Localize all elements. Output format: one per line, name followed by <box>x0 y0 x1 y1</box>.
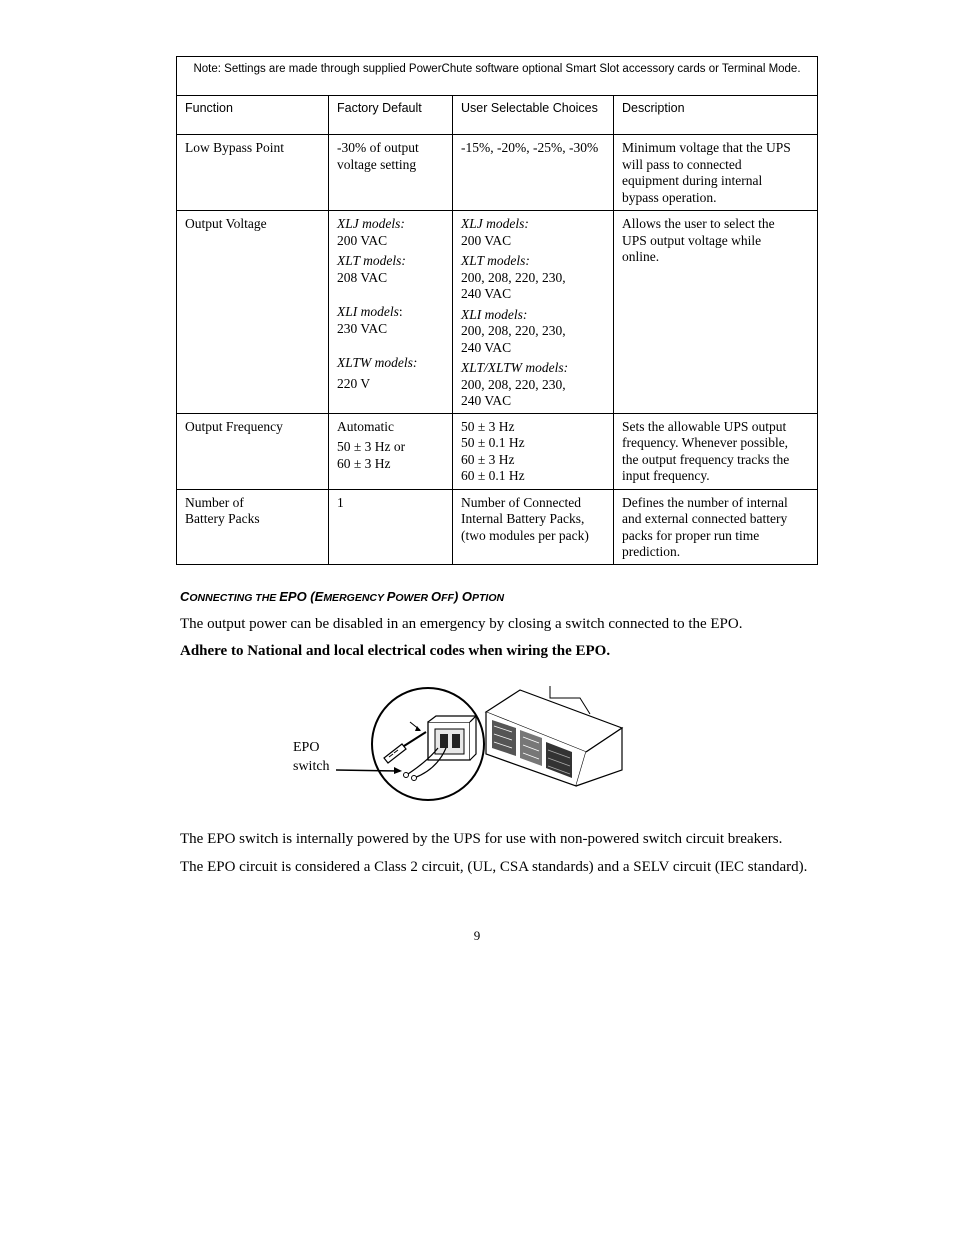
paragraph-epo-power: The EPO switch is internally powered by the UPS for use with non-powered switch circuit breakers. <box>180 831 783 847</box>
cell-text: Low Bypass Point <box>185 140 285 155</box>
cell-default <box>329 489 453 564</box>
cell-description <box>614 413 818 489</box>
cell-text: input frequency. <box>622 468 710 483</box>
model-value: 220 V <box>337 375 371 391</box>
cell-text: packs for proper run time <box>622 527 760 543</box>
epo-switch-label: EPO switch <box>293 740 330 774</box>
cell-text: and external connected battery <box>622 511 788 526</box>
cell-text: Number of Connected <box>461 494 581 510</box>
model-label: XLJ models: <box>337 216 405 231</box>
model-value: 200 VAC <box>337 232 388 248</box>
model-value: 230 VAC <box>337 320 388 336</box>
cell-text: Battery Packs <box>185 511 260 526</box>
cell-text: online. <box>622 249 660 264</box>
cell-function <box>177 489 329 564</box>
cell-text: 60 ± 0.1 Hz <box>461 468 525 483</box>
cell-choices <box>453 489 614 564</box>
model-label: XLJ models: <box>461 216 529 231</box>
cell-function <box>177 413 329 489</box>
cell-text: (two modules per pack) <box>461 527 589 543</box>
cell-text: voltage setting <box>337 156 417 172</box>
cell-text: 50 ± 3 Hz or <box>337 439 406 454</box>
cell-choices <box>453 135 614 211</box>
cell-text: 60 ± 3 Hz <box>461 451 515 467</box>
table-row <box>177 413 818 489</box>
cell-text: Output Voltage <box>185 216 267 231</box>
epo-connector-icon <box>372 688 484 800</box>
cell-text: Defines the number of internal <box>622 494 788 510</box>
cell-text: 50 ± 3 Hz <box>461 418 515 434</box>
model-label: XLT/XLTW models: <box>461 360 569 375</box>
cell-text: equipment during internal <box>622 173 763 188</box>
cell-text: 1 <box>337 494 344 510</box>
table-row <box>177 135 818 211</box>
paragraph-epo-class: The EPO circuit is considered a Class 2 circuit, (UL, CSA standards) and a SELV circuit (IEC standard). <box>180 859 808 875</box>
epo-wiring-figure <box>280 682 640 806</box>
model-label: XLT models: <box>461 253 530 268</box>
model-label: XLI models <box>337 304 399 319</box>
cell-text: Automatic <box>337 418 394 434</box>
table-note <box>177 57 818 96</box>
page-number: 9 <box>473 928 481 943</box>
cell-text: frequency. Whenever possible, <box>622 435 789 450</box>
table-header-row <box>177 96 818 135</box>
note-text: Settings are made through supplied PowerChute software optional Smart Slot accessory cards or Terminal Mode. <box>224 63 801 75</box>
header-function: Function <box>177 96 329 135</box>
model-label: XLI models: <box>461 306 528 322</box>
cell-description <box>614 211 818 414</box>
model-value: 200 VAC <box>461 232 512 248</box>
note-prefix: Note: <box>193 63 221 75</box>
cell-text: Sets the allowable UPS output <box>622 418 787 434</box>
ups-unit-icon <box>486 686 622 786</box>
cell-text: 50 ± 0.1 Hz <box>461 435 525 450</box>
cell-text: -30% of output <box>337 140 419 155</box>
paragraph-epo-intro: The output power can be disabled in an emergency by closing a switch connected to the EPO. <box>180 616 743 632</box>
cell-default: XLJ models: 200 VAC XLT models: 208 VAC XLI models: 230 VAC XLTW models: 220 V <box>329 211 453 414</box>
cell-text: Output Frequency <box>185 418 283 434</box>
cell-function <box>177 211 329 414</box>
model-value: 240 VAC <box>461 286 512 301</box>
cell-description <box>614 135 818 211</box>
cell-text: will pass to connected <box>622 156 742 172</box>
model-value: 240 VAC <box>461 339 512 355</box>
cell-text: Minimum voltage that the UPS <box>622 140 791 155</box>
cell-choices <box>453 413 614 489</box>
model-label: XLTW models: <box>337 355 418 370</box>
cell-text: 60 ± 3 Hz <box>337 455 391 471</box>
header-factory-default: Factory Default <box>329 96 453 135</box>
model-value: 200, 208, 220, 230, <box>461 323 566 338</box>
paragraph-code-warning: Adhere to National and local electrical codes when wiring the EPO. <box>180 643 611 659</box>
table-note-row <box>177 57 818 96</box>
model-label: XLT models: <box>337 253 406 268</box>
model-value: 240 VAC <box>461 393 512 408</box>
cell-text: Internal Battery Packs, <box>461 511 585 526</box>
cell-text: -15%, -20%, -25%, -30% <box>461 140 599 155</box>
table-row <box>177 211 818 414</box>
header-description: Description <box>614 96 818 135</box>
cell-text: the output frequency tracks the <box>622 451 790 467</box>
cell-text: UPS output voltage while <box>622 232 762 248</box>
table-row <box>177 489 818 564</box>
section-heading: CONNECTING THE EPO (EMERGENCY POWER OFF) OPTION <box>180 589 505 604</box>
cell-text: Number of <box>185 494 244 510</box>
cell-text: bypass operation. <box>622 189 717 205</box>
model-value: 208 VAC <box>337 269 388 285</box>
cell-text: Allows the user to select the <box>622 216 775 231</box>
model-value: 200, 208, 220, 230, <box>461 376 566 392</box>
settings-table <box>176 56 818 565</box>
header-user-choices: User Selectable Choices <box>453 96 614 135</box>
cell-choices <box>453 211 614 414</box>
cell-function <box>177 135 329 211</box>
cell-default <box>329 413 453 489</box>
cell-default <box>329 135 453 211</box>
model-value: 200, 208, 220, 230, <box>461 269 566 285</box>
cell-description <box>614 489 818 564</box>
cell-text: prediction. <box>622 544 681 559</box>
